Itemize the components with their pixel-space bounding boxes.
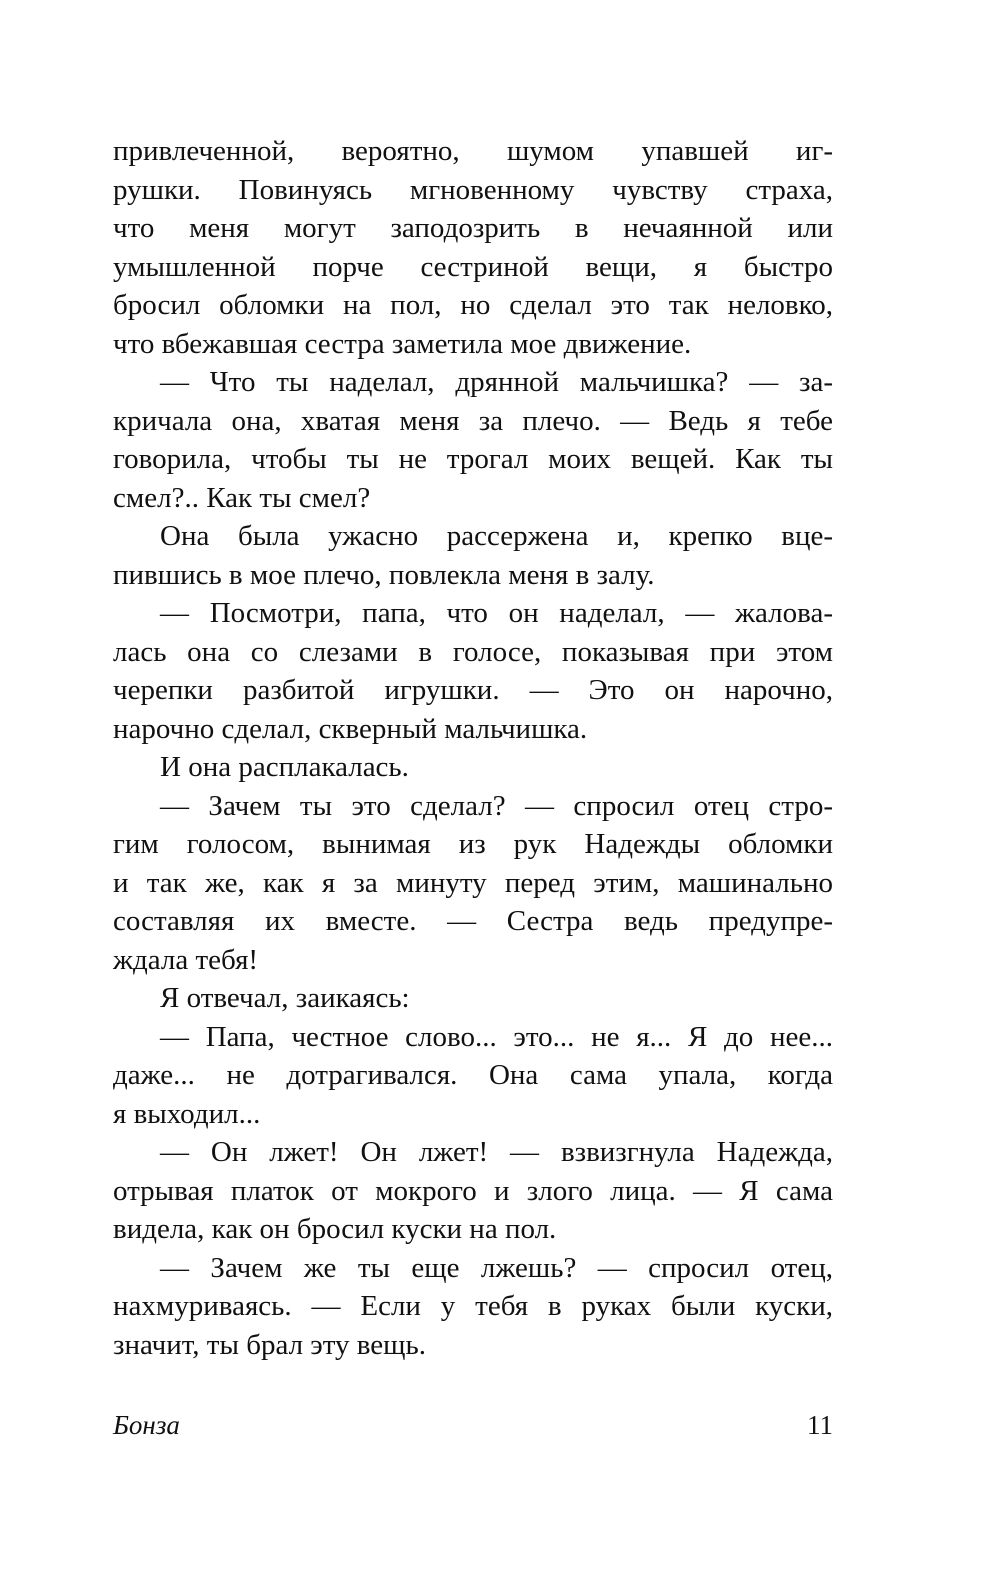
text-line: даже... не дотрагивался. Она сама упала, когда — [113, 1059, 833, 1091]
text-line: что меня могут заподозрить в нечаянной или — [113, 212, 833, 244]
text-line: гим голосом, вынимая из рук Надежды обломки — [113, 828, 833, 860]
text-line: я выходил... — [113, 1097, 261, 1130]
text-line: умышленной порче сестриной вещи, я быстро — [113, 250, 833, 283]
text-line: нахмуриваясь. — Если у тебя в руках были куски, — [113, 1290, 833, 1322]
text-line: пившись в мое плечо, повлекла меня в залу. — [113, 558, 655, 591]
text-line: — Что ты наделал, дрянной мальчишка? — за- — [160, 366, 833, 398]
page-number: 11 — [807, 1410, 833, 1440]
text-line: значит, ты брал эту вещь. — [113, 1328, 426, 1361]
text-line: Она была ужасно рассержена и, крепко вце- — [160, 520, 833, 552]
text-line: — Посмотри, папа, что он наделал, — жалова- — [160, 597, 833, 629]
text-line: ждала тебя! — [113, 943, 259, 976]
text-line: — Папа, честное слово... это... не я... Я до нее... — [160, 1020, 833, 1053]
text-line: составляя их вместе. — Сестра ведь предупре- — [113, 905, 833, 937]
paragraph — [113, 1018, 833, 1134]
text-line: черепки разбитой игрушки. — Это он нарочно, — [113, 674, 833, 706]
paragraph — [113, 979, 833, 1018]
text-line: отрывая платок от мокрого и злого лица. — Я сама — [113, 1174, 833, 1207]
text-line: привлеченной, вероятно, шумом упавшей иг- — [113, 135, 833, 167]
paragraph — [113, 132, 833, 363]
page-footer — [113, 1408, 833, 1442]
paragraph — [113, 1249, 833, 1365]
text-line: нарочно сделал, скверный мальчишка. — [113, 712, 588, 745]
paragraph — [113, 517, 833, 594]
paragraph — [113, 363, 833, 517]
paragraph — [113, 748, 833, 787]
text-line: — Он лжет! Он лжет! — взвизгнула Надежда, — [160, 1136, 833, 1168]
paragraph — [113, 594, 833, 748]
text-line: видела, как он бросил куски на пол. — [113, 1213, 557, 1245]
paragraph — [113, 1133, 833, 1249]
text-line: бросил обломки на пол, но сделал это так неловко, — [113, 289, 833, 321]
running-title: Бонза — [113, 1410, 180, 1440]
text-line: смел?.. Как ты смел? — [113, 481, 371, 514]
page-text — [113, 132, 833, 1364]
text-line: — Зачем же ты еще лжешь? — спросил отец, — [160, 1251, 833, 1284]
text-line: — Зачем ты это сделал? — спросил отец стро- — [160, 789, 833, 822]
paragraph — [113, 787, 833, 980]
text-line: И она расплакалась. — [160, 751, 409, 783]
text-line: кричала она, хватая меня за плечо. — Ведь я тебе — [113, 404, 833, 437]
text-line: и так же, как я за минуту перед этим, машинально — [113, 866, 833, 899]
text-line: говорила, чтобы ты не трогал моих вещей. Как ты — [113, 443, 833, 475]
text-line: лась она со слезами в голосе, показывая при этом — [113, 635, 833, 668]
text-line: рушки. Повинуясь мгновенному чувству страха, — [113, 173, 833, 206]
text-line: Я отвечал, заикаясь: — [160, 982, 410, 1014]
text-line: что вбежавшая сестра заметила мое движение. — [113, 327, 692, 360]
